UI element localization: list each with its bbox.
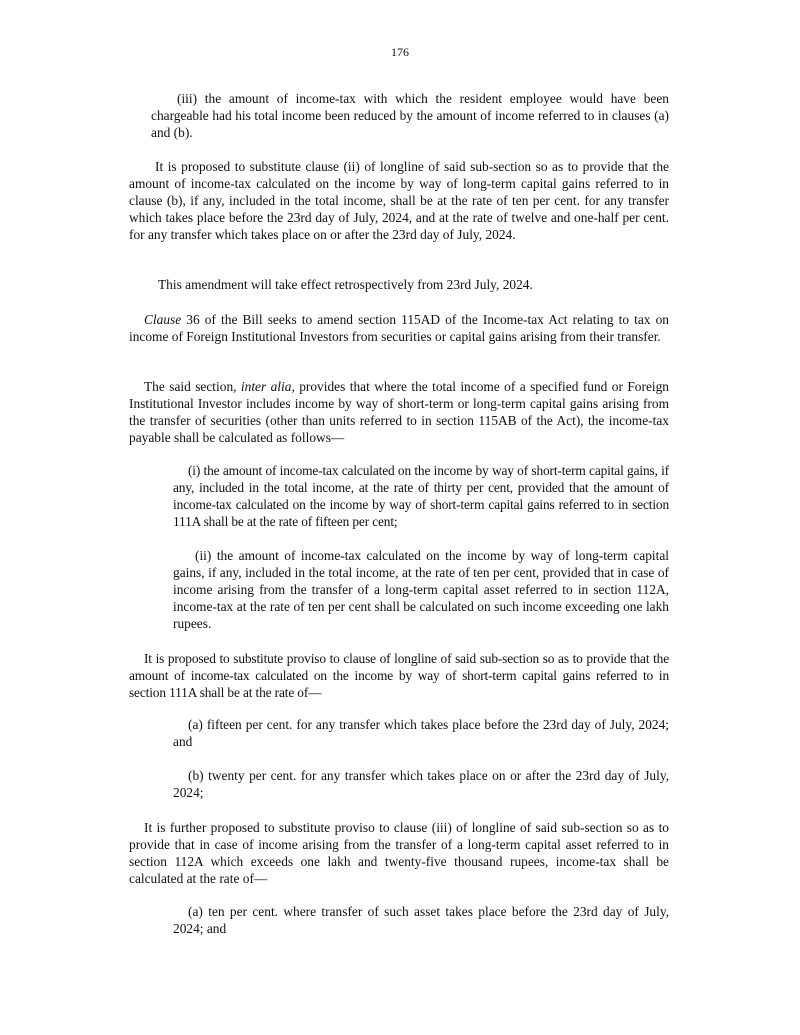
- clause-36-text: 36 of the Bill seeks to amend section 115AD of the Income-tax Act relating to tax on income of Foreign Institutional Investors from securities or capital gains arising from their transfer.: [129, 312, 669, 344]
- item-a-fifteen-percent: (a) fifteen per cent. for any transfer which takes place before the 23rd day of July, 2024; and: [173, 717, 669, 749]
- proposal-short-term-gains-paragraph: It is proposed to substitute proviso to clause of longline of said sub-section so as to provide that the amount of income-tax calculated on the income by way of short-term capital gains referred to in section 111A shall be at the rate of—: [129, 651, 669, 700]
- said-section-text: provides that where the total income of a specified fund or Foreign Institutional Investor includes income by way of short-term or long-term capital gains arising from the transfer of securities (other than units referred to in section 115AB of the Act), the income-tax payable shall be calculated as follows—: [129, 379, 669, 445]
- proposal-long-term-gains-paragraph: It is proposed to substitute clause (ii) of longline of said sub-section so as to provide that the amount of income-tax calculated on the income by way of long-term capital gains referred to in clause (b), if any, included in the total income, shall be at the rate of ten per cent. for any transfer which takes place before the 23rd day of July, 2024, and at the rate of twelve and one-half per cent. for any transfer which takes place on or after the 23rd day of July, 2024.: [129, 159, 669, 242]
- clause-word: Clause: [144, 312, 182, 327]
- sub-clause-ii-paragraph: (ii) the amount of income-tax calculated on the income by way of long-term capital gains, if any, included in the total income, at the rate of ten per cent, provided that in case of income arising from the transfer of a long-term capital asset referred to in section 112A, income-tax at the rate of ten per cent shall be calculated on such income exceeding one lakh rupees.: [173, 548, 669, 631]
- inter-alia: inter alia,: [240, 379, 295, 394]
- sub-clause-i-paragraph: (i) the amount of income-tax calculated on the income by way of short-term capital gains, if any, included in the total income, at the rate of thirty per cent, provided that the amount of income-tax calculated on the income by way of short-term capital gains referred to in section 111A shall be at the rate of fifteen per cent;: [173, 463, 669, 529]
- clause-iii-paragraph: (iii) the amount of income-tax with which the resident employee would have been chargeable had his total income been reduced by the amount of income referred to in clauses (a) and (b).: [151, 91, 669, 140]
- item-a-ten-percent: (a) ten per cent. where transfer of such asset takes place before the 23rd day of July, 2024; and: [173, 904, 669, 936]
- said-section-lead: The said section,: [144, 379, 241, 394]
- item-b-twenty-percent: (b) twenty per cent. for any transfer which takes place on or after the 23rd day of July, 2024;: [173, 768, 669, 800]
- further-proposal-paragraph: It is further proposed to substitute proviso to clause (iii) of longline of said sub-section so as to provide that in case of income arising from the transfer of a long-term capital asset referred to in section 112A which exceeds one lakh and twenty-five thousand rupees, income-tax shall be calculated at the rate of—: [129, 820, 669, 886]
- section-115ad-summary-paragraph: [129, 378, 669, 446]
- retrospective-effect-paragraph: This amendment will take effect retrospectively from 23rd July, 2024.: [158, 277, 533, 292]
- clause-36-paragraph: [129, 311, 669, 345]
- page-number: 176: [391, 45, 409, 59]
